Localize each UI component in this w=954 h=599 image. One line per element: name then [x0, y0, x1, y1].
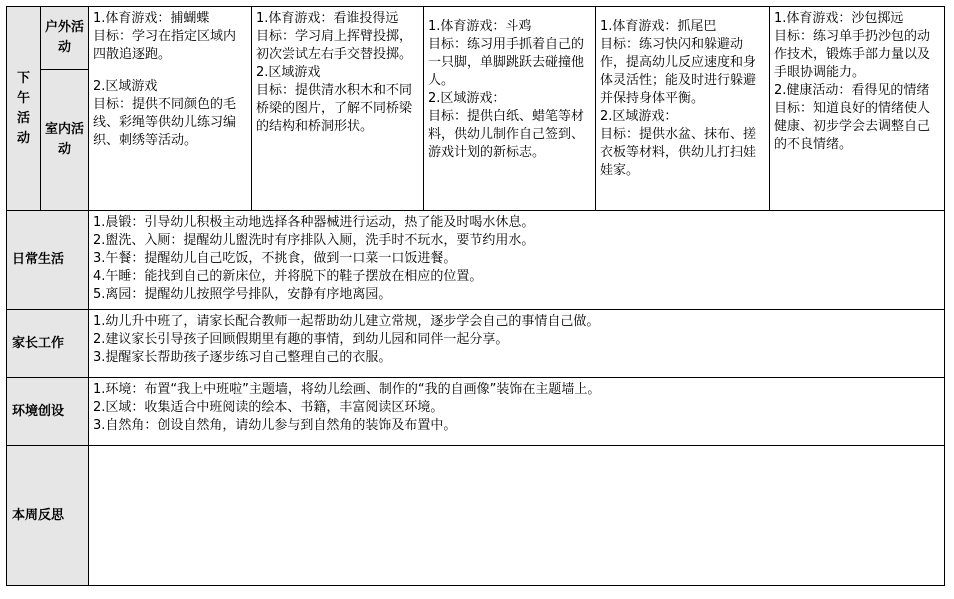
- outdoor-goal: 目标：学习肩上挥臂投掷，初次尝试左右手交替投掷。: [256, 29, 413, 62]
- indoor-goal: 目标：提供水盆、抹布、搓衣板等材料，供幼儿打扫娃娃家。: [600, 127, 757, 178]
- indoor-game: 2.区域游戏：: [600, 109, 678, 124]
- afternoon-label-text: 下午活动: [16, 70, 30, 146]
- list-item: 2.盥洗、入厕：提醒幼儿盥洗时有序排队入厕，洗手时不玩水，要节约用水。: [93, 233, 535, 248]
- list-item: 2.区域：收集适合中班阅读的绘本、书籍，丰富阅读区环境。: [93, 400, 444, 415]
- list-item: 2.建议家长引导孩子回顾假期里有趣的事情，到幼儿园和同伴一起分享。: [93, 332, 509, 347]
- parent-work-content: [89, 310, 945, 378]
- list-item: 1.环境：布置“我上中班啦”主题墙，将幼儿绘画、制作的“我的自画像”装饰在主题墙上。: [93, 382, 601, 397]
- list-item: 1.晨锻：引导幼儿积极主动地选择各种器械进行运动，热了能及时喝水休息。: [93, 215, 535, 230]
- outdoor-game: 1.体育游戏：斗鸡: [428, 19, 532, 34]
- afternoon-col-1: [89, 7, 252, 211]
- list-item: 3.提醒家长帮助孩子逐步练习自己整理自己的衣服。: [93, 350, 392, 365]
- environment-label: 环境创设: [7, 378, 89, 446]
- outdoor-goal: 目标：学习在指定区域内四散追逐跑。: [93, 29, 237, 62]
- daily-life-label: 日常生活: [7, 211, 89, 310]
- afternoon-label: [7, 7, 41, 211]
- indoor-label: 室内活动: [41, 70, 89, 211]
- indoor-goal: 目标：提供不同颜色的毛线、彩绳等供幼儿练习编织、刺绣等活动。: [93, 97, 237, 148]
- daily-life-row: [7, 211, 945, 310]
- outdoor-goal: 目标：练习快闪和躲避动作，提高幼儿反应速度和身体灵活性；能及时进行躲避并保持身体平衡。: [600, 37, 757, 106]
- list-item: 4.午睡：能找到自己的新床位，并将脱下的鞋子摆放在相应的位置。: [93, 269, 483, 284]
- parent-work-label: 家长工作: [7, 310, 89, 378]
- outdoor-goal: 目标：练习用手抓着自己的一只脚，单脚跳跃去碰撞他人。: [428, 37, 585, 88]
- indoor-goal: 目标：提供白纸、蜡笔等材料，供幼儿制作自己签到、游戏计划的新标志。: [428, 109, 585, 160]
- indoor-goal: 目标：提供清水积木和不同桥梁的图片，了解不同桥梁的结构和桥洞形状。: [256, 83, 413, 134]
- outdoor-goal: 目标：练习单手扔沙包的动作技术，锻炼手部力量以及手眼协调能力。: [774, 29, 931, 80]
- parent-work-row: [7, 310, 945, 378]
- reflection-label: 本周反思: [7, 446, 89, 586]
- indoor-game: 2.区域游戏: [93, 79, 158, 94]
- indoor-game: 2.区域游戏: [256, 65, 321, 80]
- outdoor-game: 1.体育游戏：抓尾巴: [600, 19, 717, 34]
- outdoor-game: 1.体育游戏：捕蝴蝶: [93, 11, 210, 26]
- weekly-plan-table: [6, 6, 945, 586]
- reflection-content[interactable]: [89, 446, 945, 586]
- list-item: 1.幼儿升中班了，请家长配合教师一起帮助幼儿建立常规，逐步学会自己的事情自己做。: [93, 314, 600, 329]
- list-item: 3.午餐：提醒幼儿自己吃饭，不挑食，做到一口菜一口饭进餐。: [93, 251, 457, 266]
- indoor-game: 2.区域游戏：: [428, 91, 506, 106]
- indoor-goal: 目标：知道良好的情绪使人健康、初步学会去调整自己的不良情绪。: [774, 101, 931, 152]
- afternoon-col-3: [424, 7, 596, 211]
- daily-life-content: [89, 211, 945, 310]
- indoor-game: 2.健康活动：看得见的情绪: [774, 83, 930, 98]
- list-item: 3.自然角：创设自然角，请幼儿参与到自然角的装饰及布置中。: [93, 418, 457, 433]
- outdoor-label: 户外活动: [41, 7, 89, 70]
- reflection-row: [7, 446, 945, 586]
- environment-row: [7, 378, 945, 446]
- outdoor-game: 1.体育游戏：沙包掷远: [774, 11, 904, 26]
- afternoon-col-5: [770, 7, 945, 211]
- list-item: 5.离园：提醒幼儿按照学号排队，安静有序地离园。: [93, 287, 392, 302]
- outdoor-game: 1.体育游戏：看谁投得远: [256, 11, 399, 26]
- afternoon-col-4: [596, 7, 770, 211]
- environment-content: [89, 378, 945, 446]
- afternoon-col-2: [252, 7, 424, 211]
- afternoon-outdoor-row: [7, 7, 945, 70]
